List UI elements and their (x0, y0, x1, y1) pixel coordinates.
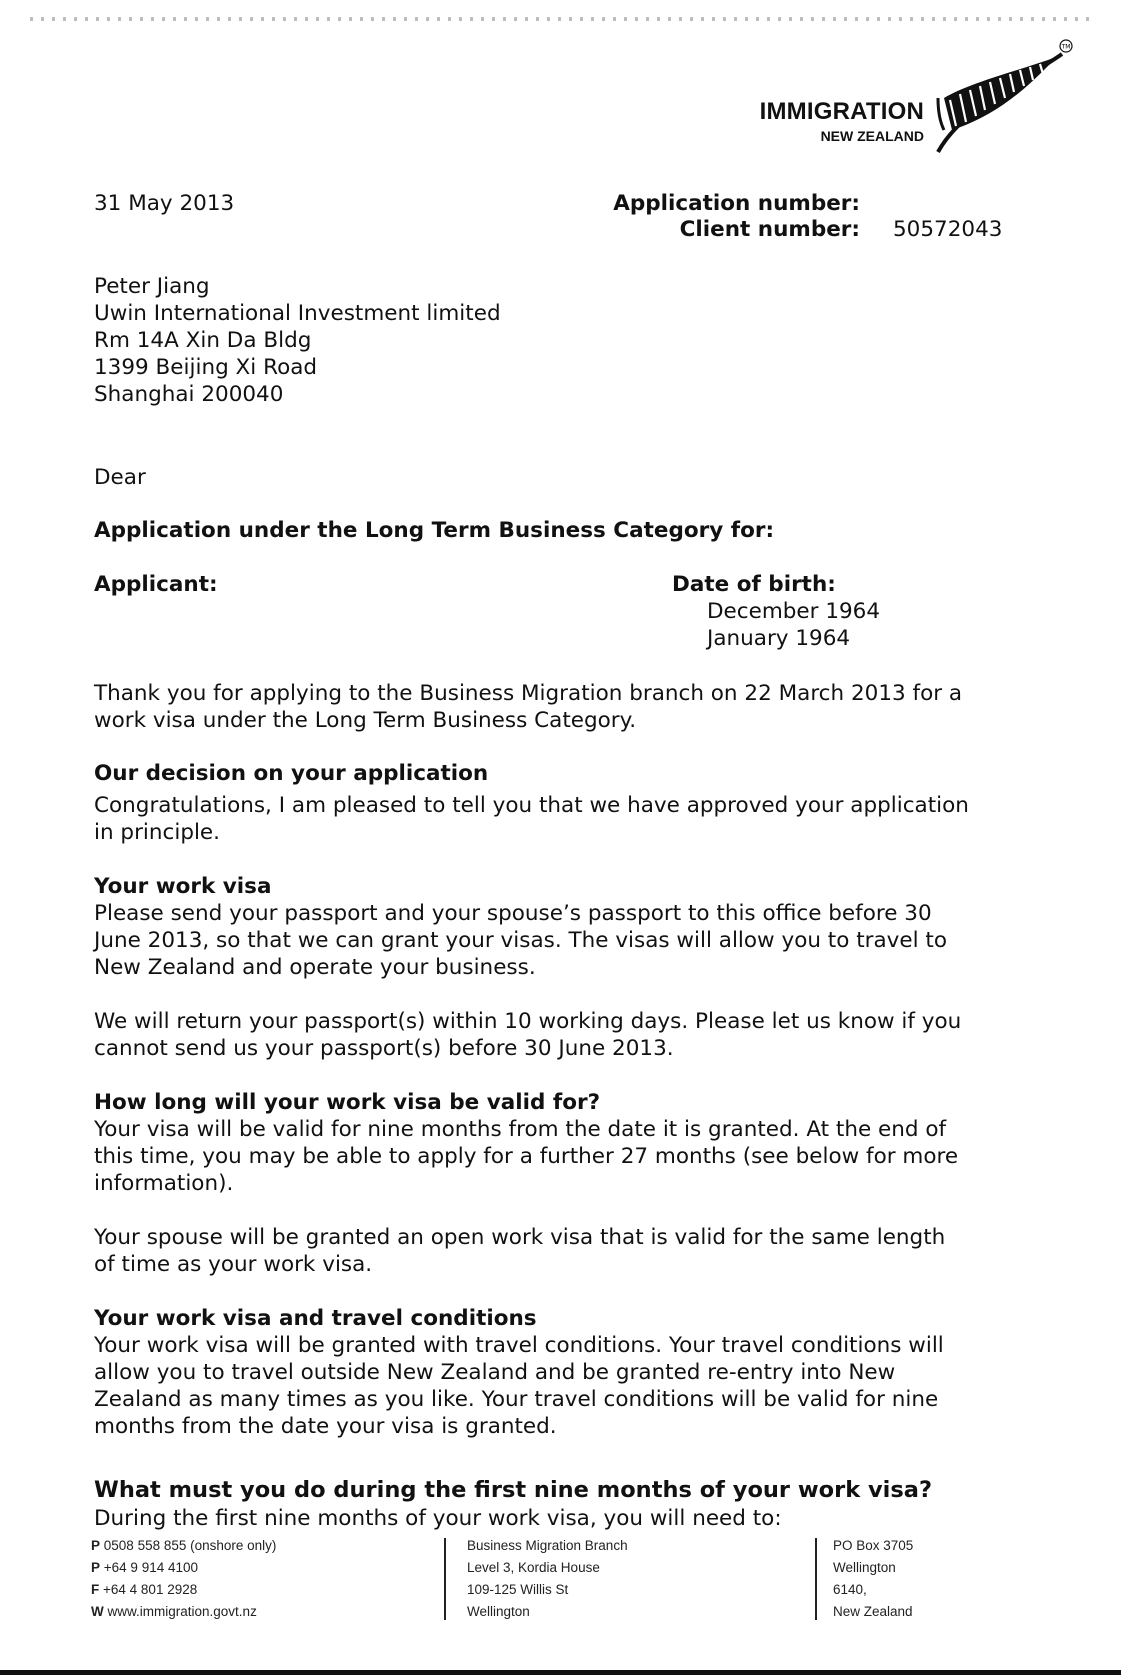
section-heading: Our decision on your application (94, 761, 489, 786)
footer-office-address (467, 1535, 628, 1623)
recipient-address-line: 1399 Beijing Xi Road (94, 355, 318, 380)
body-line: information). (94, 1171, 234, 1196)
contact-phone: 0508 558 855 (onshore only) (103, 1538, 277, 1553)
contact-fax: +64 4 801 2928 (103, 1582, 198, 1597)
office-line: 109-125 Willis St (467, 1582, 569, 1597)
dob-value: January 1964 (707, 626, 851, 651)
page-bottom-edge (0, 1670, 1121, 1675)
section-heading: What must you do during the first nine months of your work visa? (94, 1477, 932, 1503)
postal-line: 6140, (833, 1582, 867, 1597)
body-line: of time as your work visa. (94, 1252, 373, 1277)
section-heading: Your work visa (94, 874, 272, 899)
letter-date: 31 May 2013 (94, 191, 235, 216)
body-line: this time, you may be able to apply for a further 27 months (see below for more (94, 1144, 959, 1169)
agency-name: IMMIGRATION (759, 98, 924, 125)
body-line: During the first nine months of your work visa, you will need to: (94, 1506, 782, 1531)
body-line: Your work visa will be granted with travel conditions. Your travel conditions will (94, 1333, 944, 1358)
contact-phone: +64 9 914 4100 (103, 1560, 198, 1575)
body-line: We will return your passport(s) within 10 working days. Please let us know if you (94, 1009, 962, 1034)
trademark-symbol: TM (1061, 43, 1071, 51)
body-line: Zealand as many times as you like. Your travel conditions will be valid for nine (94, 1387, 939, 1412)
intro-line: work visa under the Long Term Business Category. (94, 708, 637, 733)
postal-line: PO Box 3705 (833, 1538, 914, 1553)
recipient-name: Peter Jiang (94, 274, 210, 299)
footer-divider (444, 1538, 446, 1620)
body-line: Congratulations, I am pleased to tell you that we have approved your application (94, 793, 969, 818)
recipient-address-line: Shanghai 200040 (94, 382, 284, 407)
contact-website: www.immigration.govt.nz (107, 1604, 257, 1619)
body-line: in principle. (94, 820, 220, 845)
footer-contacts (91, 1535, 276, 1623)
postal-line: New Zealand (833, 1604, 913, 1619)
salutation: Dear (94, 465, 146, 490)
agency-subname: NEW ZEALAND (820, 128, 924, 144)
footer-divider (815, 1538, 817, 1620)
office-line: Level 3, Kordia House (467, 1560, 600, 1575)
section-heading: How long will your work visa be valid for? (94, 1090, 601, 1115)
recipient-company: Uwin International Investment limited (94, 301, 501, 326)
body-line: Your visa will be valid for nine months from the date it is granted. At the end of (94, 1117, 947, 1142)
contact-prefix: P (91, 1538, 101, 1553)
section-heading: Your work visa and travel conditions (94, 1306, 537, 1331)
recipient-address-line: Rm 14A Xin Da Bldg (94, 328, 312, 353)
intro-line: Thank you for applying to the Business Migration branch on 22 March 2013 for a (94, 681, 963, 706)
body-line: cannot send us your passport(s) before 30 June 2013. (94, 1036, 674, 1061)
contact-prefix: W (91, 1604, 104, 1619)
client-number-label: Client number: (679, 217, 860, 242)
body-line: Your spouse will be granted an open work visa that is valid for the same length (94, 1225, 946, 1250)
office-line: Wellington (467, 1604, 530, 1619)
body-line: months from the date your visa is granted. (94, 1414, 557, 1439)
body-line: New Zealand and operate your business. (94, 955, 536, 980)
body-line: allow you to travel outside New Zealand and be granted re-entry into New (94, 1360, 896, 1385)
scan-artifact (30, 17, 1090, 21)
fern-logo-icon (930, 38, 1075, 156)
dob-label: Date of birth: (672, 572, 836, 597)
footer-postal-address (833, 1535, 913, 1623)
applicant-label: Applicant: (94, 572, 218, 597)
client-number: 50572043 (893, 217, 1003, 242)
contact-prefix: F (91, 1582, 100, 1597)
postal-line: Wellington (833, 1560, 896, 1575)
office-line: Business Migration Branch (467, 1538, 628, 1553)
subject-heading: Application under the Long Term Business Category for: (94, 518, 775, 543)
contact-prefix: P (91, 1560, 101, 1575)
body-line: June 2013, so that we can grant your visas. The visas will allow you to travel to (94, 928, 948, 953)
body-line: Please send your passport and your spouse’s passport to this office before 30 (94, 901, 932, 926)
dob-value: December 1964 (707, 599, 881, 624)
application-number-label: Application number: (613, 191, 860, 216)
